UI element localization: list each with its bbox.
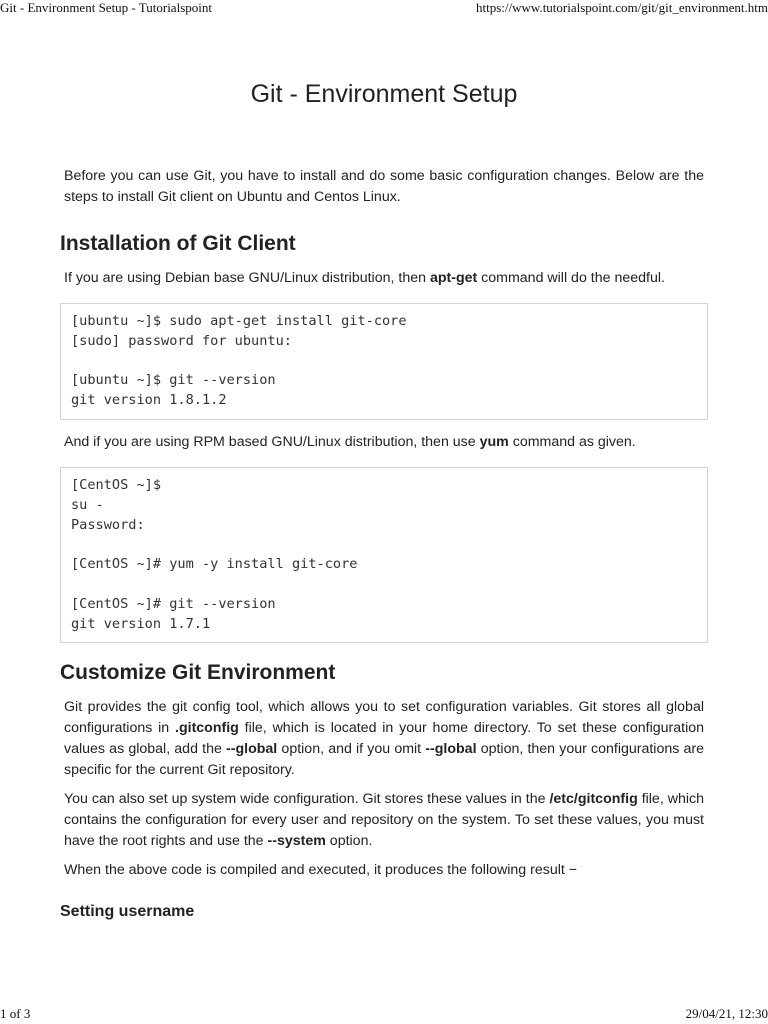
print-footer-page: 1 of 3 bbox=[0, 1006, 31, 1021]
print-header-url: https://www.tutorialspoint.com/git/git_environment.htm bbox=[476, 0, 768, 15]
print-footer bbox=[0, 1006, 768, 1022]
customize-paragraph-1: Git provides the git config tool, which allows you to set configuration variables. Git stores all global configurations in .gitconfig file, which is located in your home directory. To set these configuration values as global, add the --global option, and if you omit --global option, then your configurations are specific for the current Git repository. bbox=[64, 699, 705, 779]
code-line: [CentOS ~]# yum -y install git-core bbox=[71, 556, 358, 573]
code-line: [sudo] password for ubuntu: bbox=[71, 332, 292, 349]
setting-username-heading: Setting username bbox=[60, 903, 195, 921]
code-line bbox=[71, 575, 697, 595]
debian-paragraph: If you are using Debian base GNU/Linux distribution, then apt-get command will do the needful. bbox=[64, 270, 665, 286]
code-line: Password: bbox=[71, 516, 145, 533]
print-header-title: Git - Environment Setup - Tutorialspoint bbox=[0, 0, 212, 15]
rpm-paragraph: And if you are using RPM based GNU/Linux distribution, then use yum command as given. bbox=[64, 433, 636, 450]
page-title: Git - Environment Setup bbox=[250, 80, 518, 108]
print-footer-datetime: 29/04/21, 12:30 bbox=[685, 1006, 768, 1021]
article-content bbox=[60, 166, 708, 921]
print-header bbox=[0, 0, 768, 16]
code-line bbox=[71, 535, 697, 555]
code-line: git version 1.7.1 bbox=[71, 615, 211, 632]
customize-paragraph-3: When the above code is compiled and executed, it produces the following result − bbox=[64, 862, 578, 879]
intro-paragraph: Before you can use Git, you have to install and do some basic configuration changes. Below are the steps to install Git client on Ubuntu and Centos Linux. bbox=[64, 168, 704, 205]
code-line: [CentOS ~]$ bbox=[71, 476, 162, 493]
code-line: git version 1.8.1.2 bbox=[71, 392, 227, 409]
code-line: [ubuntu ~]$ git --version bbox=[71, 372, 276, 389]
customize-heading: Customize Git Environment bbox=[60, 661, 336, 685]
code-line: [CentOS ~]# git --version bbox=[71, 595, 276, 612]
code-line: su - bbox=[71, 496, 104, 513]
apt-get-keyword: apt-get bbox=[429, 270, 478, 286]
ubuntu-code-block bbox=[60, 303, 708, 420]
code-line bbox=[71, 352, 697, 372]
centos-code-block bbox=[60, 467, 708, 643]
code-line: [ubuntu ~]$ sudo apt-get install git-core bbox=[71, 313, 407, 329]
yum-keyword: yum bbox=[479, 433, 509, 450]
installation-heading: Installation of Git Client bbox=[60, 232, 296, 255]
customize-paragraph-2: You can also set up system wide configuration. Git stores these values in the /etc/gitconfig file, which contains the configuration for every user and repository on the system. To set these values, you must have the root rights and use the --system option. bbox=[64, 791, 704, 850]
